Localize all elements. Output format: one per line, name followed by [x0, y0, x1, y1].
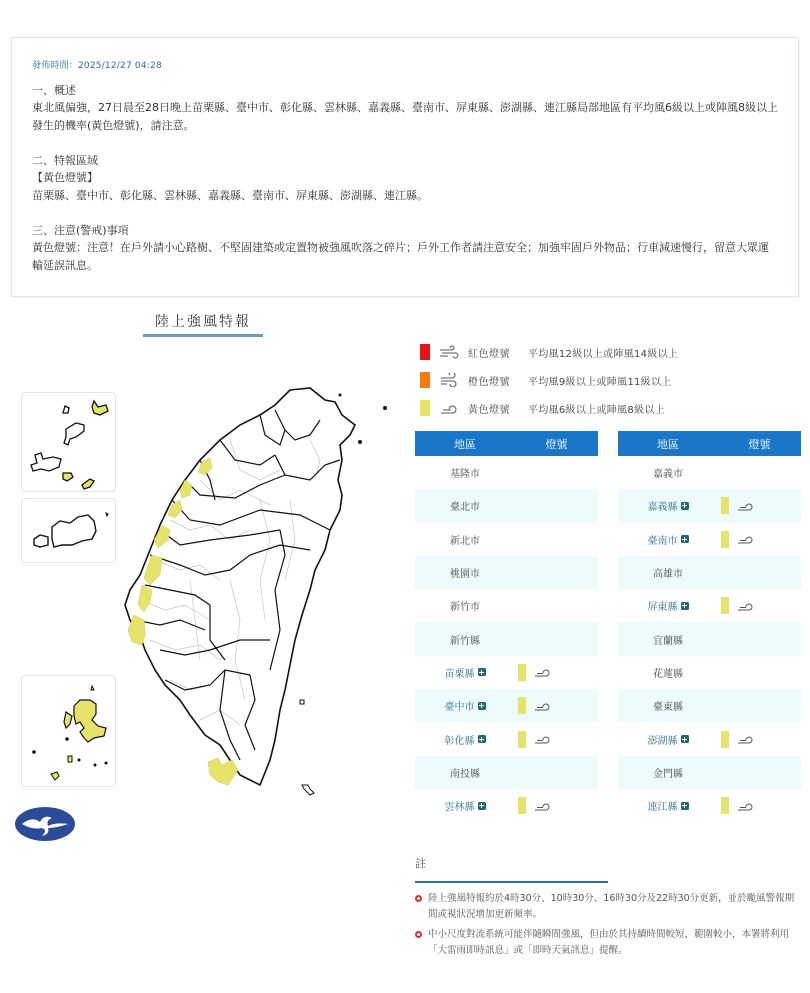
region-link-lienchiang[interactable]	[618, 798, 718, 813]
region-name: 臺北市	[450, 502, 480, 514]
red-swatch	[420, 344, 430, 360]
table-row	[618, 656, 801, 689]
header-signal: 燈號	[545, 437, 568, 451]
table-row	[618, 456, 801, 489]
region-name: 南投縣	[450, 768, 480, 780]
region-link-changhua[interactable]	[415, 732, 515, 747]
table-row	[618, 722, 801, 755]
region-name: 桃園市	[450, 569, 480, 581]
yellow-signal-swatch	[518, 797, 526, 814]
table-header	[415, 431, 598, 456]
table-row	[415, 556, 598, 589]
issue-time: 發佈時間：2025/12/27 04:28	[32, 61, 162, 71]
yellow-signal-swatch	[721, 797, 729, 814]
map-title: 陸上強風特報	[143, 311, 263, 337]
signal-legend	[420, 338, 720, 422]
inset-penghu-map[interactable]	[21, 675, 116, 787]
notes-section	[415, 855, 795, 963]
region-name[interactable]: 苗栗縣	[444, 668, 475, 680]
region-link-penghu[interactable]	[618, 732, 718, 747]
region-name[interactable]: 雲林縣	[444, 802, 475, 814]
table-row	[415, 489, 598, 522]
yellow-signal-swatch	[721, 731, 729, 748]
header-region: 地區	[657, 437, 679, 451]
table-row	[618, 589, 801, 622]
legend-orange	[420, 366, 720, 394]
legend-red-label: 紅色燈號	[468, 348, 510, 360]
light-wind-icon	[736, 533, 754, 545]
region-name: 金門縣	[653, 768, 683, 780]
header-region: 地區	[454, 437, 476, 451]
region-name[interactable]: 嘉義縣	[647, 502, 678, 514]
legend-orange-desc: 平均風9級以上或陣風11級以上	[528, 376, 672, 388]
light-wind-icon	[736, 800, 754, 812]
region-name[interactable]: 臺南市	[647, 535, 678, 547]
legend-yellow	[420, 394, 720, 422]
light-wind-icon	[736, 733, 754, 745]
expand-plus-icon[interactable]	[478, 735, 486, 743]
note-text: 陸上強風特報約於4時30分、10時30分、16時30分及22時30分更新，並於颱風警報期間或視狀況增加更新頻率。	[428, 893, 795, 920]
section-overview-body: 東北風偏強，27日晨至28日晚上苗栗縣、臺中市、彰化縣、雲林縣、嘉義縣、臺南市、屏東縣、澎湖縣、連江縣局部地區有平均風6級以上或陣風8級以上發生的機率(黃色燈號)，請注意。	[32, 101, 778, 132]
table-row	[415, 523, 598, 556]
section-caution-title: 三、注意(警戒)事項	[32, 224, 129, 237]
light-wind-icon	[533, 700, 551, 712]
region-name[interactable]: 澎湖縣	[647, 735, 678, 747]
region-link-miaoli[interactable]	[415, 665, 515, 680]
region-name: 臺東縣	[653, 702, 683, 714]
section-caution-body: 黃色燈號：注意！在戶外請小心路樹、不堅固建築或定置物被強風吹落之碎片；戶外工作者請注意安全；加強牢固戶外物品；行車減速慢行，留意大眾運輸延誤訊息。	[32, 241, 769, 272]
table-row	[415, 789, 598, 822]
yellow-swatch	[420, 400, 430, 416]
table-row	[415, 456, 598, 489]
yellow-signal-swatch	[518, 697, 526, 714]
cwa-logo-icon	[14, 806, 76, 842]
matsu-islands-icon	[22, 393, 117, 493]
legend-orange-label: 橙色燈號	[468, 376, 510, 388]
region-name[interactable]: 連江縣	[647, 802, 678, 814]
region-table-left	[415, 431, 598, 822]
table-row	[618, 523, 801, 556]
expand-plus-icon[interactable]	[478, 702, 486, 710]
region-link-taichung[interactable]	[415, 698, 515, 713]
taiwan-map	[0, 340, 410, 850]
expand-plus-icon[interactable]	[681, 502, 689, 510]
table-row	[618, 689, 801, 722]
expand-plus-icon[interactable]	[681, 602, 689, 610]
inset-kinmen-map[interactable]	[21, 498, 116, 563]
light-wind-icon	[533, 800, 551, 812]
section-area-title: 二、特報區域	[32, 154, 98, 167]
yellow-signal-swatch	[518, 664, 526, 681]
table-row	[618, 556, 801, 589]
expand-plus-icon[interactable]	[681, 535, 689, 543]
region-link-pingtung[interactable]	[618, 598, 718, 613]
expand-plus-icon[interactable]	[478, 802, 486, 810]
region-name: 新北市	[450, 535, 480, 547]
region-name: 嘉義市	[653, 469, 683, 481]
table-row	[618, 789, 801, 822]
notice-panel	[11, 37, 799, 297]
taiwan-main-island[interactable]	[110, 380, 400, 810]
penghu-islands-icon	[22, 676, 117, 788]
legend-red	[420, 338, 720, 366]
region-name: 基隆市	[450, 469, 480, 481]
table-header	[618, 431, 801, 456]
region-name: 花蓮縣	[653, 668, 683, 680]
region-link-tainan[interactable]	[618, 532, 718, 547]
yellow-signal-swatch	[721, 597, 729, 614]
note-item	[415, 891, 795, 923]
region-link-chiayi-county[interactable]	[618, 498, 718, 513]
table-row	[415, 756, 598, 789]
legend-red-desc: 平均風12級以上或陣風14級以上	[528, 348, 679, 360]
table-row	[415, 622, 598, 655]
section-overview-title: 一、概述	[32, 84, 76, 97]
expand-plus-icon[interactable]	[681, 802, 689, 810]
light-wind-icon	[533, 666, 551, 678]
region-link-yunlin[interactable]	[415, 798, 515, 813]
region-name[interactable]: 屏東縣	[647, 602, 678, 614]
light-wind-icon	[438, 401, 460, 415]
bullet-icon	[415, 895, 422, 902]
notes-title: 註	[415, 855, 608, 883]
legend-yellow-label: 黃色燈號	[468, 404, 510, 416]
note-item	[415, 927, 795, 959]
note-text: 中小尺度對流系統可能伴隨瞬間強風，但由於其持續時間較短，範圍較小，本署將利用「大雷雨即時訊息」或「即時天氣訊息」提醒。	[428, 929, 790, 956]
region-table-right	[618, 431, 801, 822]
region-name: 高雄市	[653, 569, 683, 581]
table-row	[415, 589, 598, 622]
region-name: 新竹市	[450, 602, 480, 614]
region-name[interactable]: 臺中市	[444, 702, 475, 714]
region-name[interactable]: 彰化縣	[444, 735, 475, 747]
table-row	[618, 756, 801, 789]
expand-plus-icon[interactable]	[478, 668, 486, 676]
header-signal: 燈號	[748, 437, 771, 451]
section-area-body: 苗栗縣、臺中市、彰化縣、雲林縣、嘉義縣、臺南市、屏東縣、澎湖縣、連江縣。	[32, 189, 428, 202]
table-row	[415, 656, 598, 689]
table-row	[618, 489, 801, 522]
wind-icon	[438, 373, 460, 387]
cwa-logo	[14, 806, 76, 842]
region-name: 宜蘭縣	[653, 635, 683, 647]
inset-matsu-map[interactable]	[21, 392, 116, 492]
bullet-icon	[415, 931, 422, 938]
section-area-subtitle: 【黃色燈號】	[32, 171, 98, 184]
strong-wind-icon	[438, 345, 460, 359]
yellow-signal-swatch	[721, 531, 729, 548]
table-row	[415, 689, 598, 722]
yellow-signal-swatch	[518, 731, 526, 748]
expand-plus-icon[interactable]	[681, 735, 689, 743]
kinmen-islands-icon	[22, 499, 117, 564]
light-wind-icon	[736, 500, 754, 512]
light-wind-icon	[533, 733, 551, 745]
region-name: 新竹縣	[450, 635, 480, 647]
yellow-signal-swatch	[721, 497, 729, 514]
legend-yellow-desc: 平均風6級以上或陣風8級以上	[528, 404, 665, 416]
orange-swatch	[420, 372, 430, 388]
light-wind-icon	[736, 600, 754, 612]
table-row	[618, 622, 801, 655]
table-row	[415, 722, 598, 755]
